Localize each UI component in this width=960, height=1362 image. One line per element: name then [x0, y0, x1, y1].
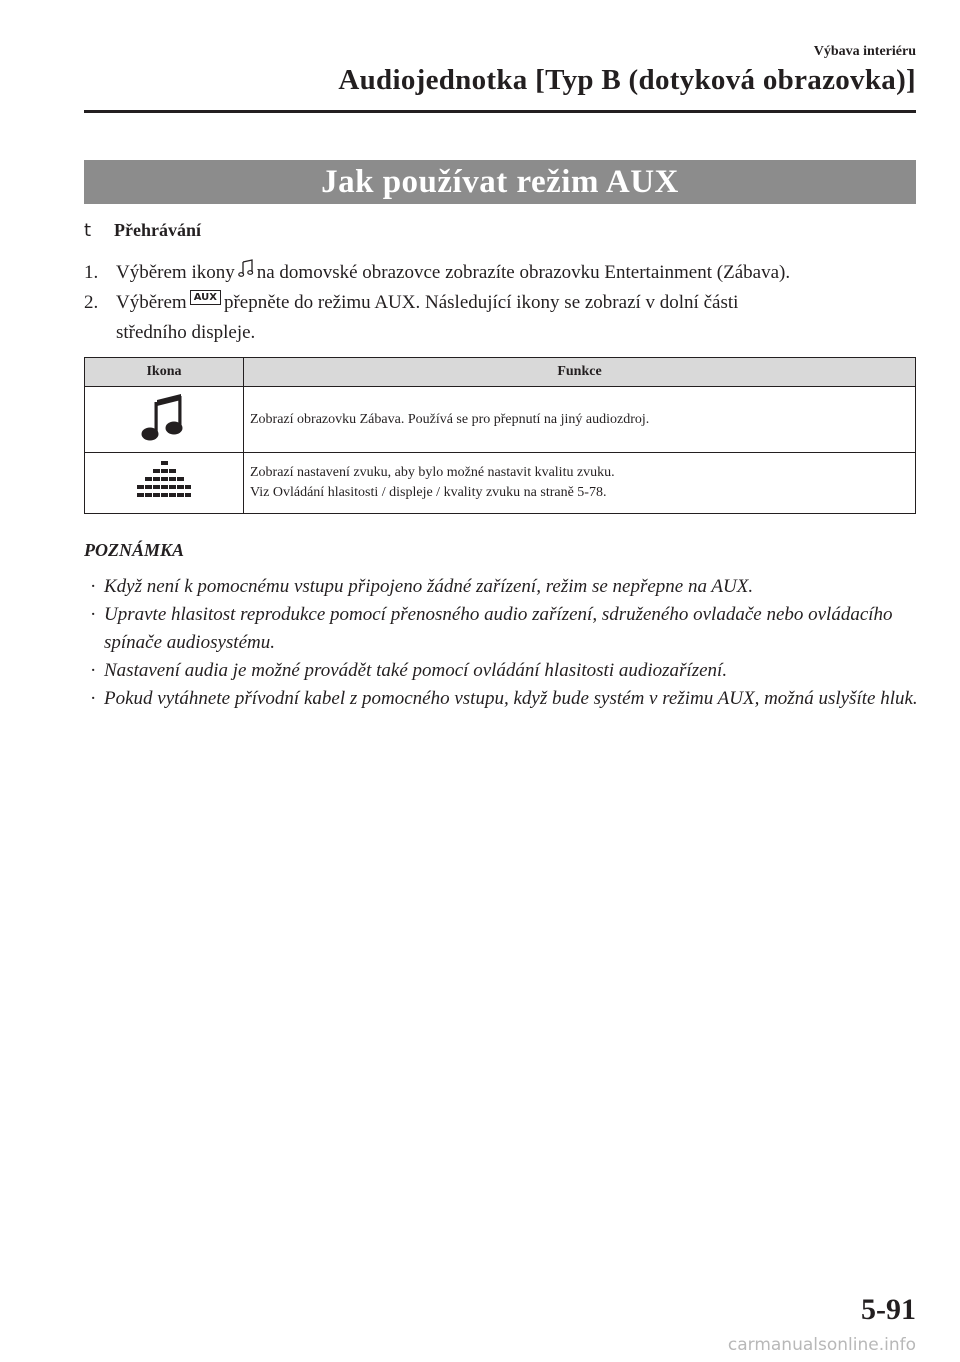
step-text-before: Výběrem: [116, 292, 187, 313]
note-list: [84, 573, 924, 713]
page-number: 5-91: [861, 1293, 916, 1326]
music-note-icon: [238, 259, 254, 289]
note-text: Nastavení audia je možné provádět také pomocí ovládání hlasitosti audiozařízení.: [104, 660, 728, 681]
step-number: 2.: [84, 292, 99, 313]
equalizer-icon: [136, 490, 192, 507]
note-item: [84, 657, 924, 685]
section-heading: [84, 220, 201, 241]
note-text: Pokud vytáhnete přívodní kabel z pomocného vstupu, když bude systém v režimu AUX, možná uslyšíte hluk.: [104, 688, 918, 709]
section-title: Přehrávání: [114, 220, 201, 240]
step-1: [84, 258, 924, 289]
table-cell-text: Zobrazí obrazovku Zábava. Používá se pro přepnutí na jiný audiozdroj.: [250, 411, 650, 427]
note-text: Když není k pomocnému vstupu připojeno žádné zařízení, režim se nepřepne na AUX.: [104, 576, 754, 597]
note-text: Upravte hlasitost reprodukce pomocí přenosného audio zařízení, sdruženého ovladače nebo ovládacího spínače audiosystému.: [104, 604, 893, 653]
section-bullet: t: [84, 220, 92, 241]
note-bullet: ·: [90, 576, 97, 597]
table-header-function: Funkce: [244, 358, 916, 387]
step-text-before: Výběrem ikony: [116, 262, 235, 283]
aux-key-icon: AUX: [190, 290, 221, 305]
section-banner: Jak používat režim AUX: [84, 160, 916, 204]
step-number: 1.: [84, 262, 99, 283]
table-header-icon: Ikona: [85, 358, 244, 387]
step-text-continuation: středního displeje.: [116, 322, 256, 343]
note-title: POZNÁMKA: [84, 540, 185, 560]
table-row: [85, 453, 916, 514]
note-item: [84, 685, 924, 713]
note-item: [84, 573, 924, 601]
note-bullet: ·: [90, 660, 97, 681]
step-2: [84, 288, 924, 348]
table-row: [85, 387, 916, 453]
table-header-row: [85, 358, 916, 387]
icon-function-table: [84, 357, 916, 514]
table-cell-text: Zobrazí nastavení zvuku, aby bylo možné nastavit kvalitu zvuku.: [250, 465, 615, 480]
note-bullet: ·: [90, 688, 97, 709]
header-subtitle: Výbava interiéru: [813, 44, 916, 59]
header-rule: [84, 110, 916, 113]
table-cell-text: Viz Ovládání hlasitosti / displeje / kvality zvuku na straně 5-78.: [250, 485, 607, 500]
step-text-after: na domovské obrazovce zobrazíte obrazovku Entertainment (Zábava).: [256, 262, 791, 283]
header-title: Audiojednotka [Typ B (dotyková obrazovka)]: [338, 64, 916, 96]
note-bullet: ·: [90, 604, 97, 625]
note-item: [84, 601, 924, 657]
watermark: carmanualsonline.info: [727, 1335, 916, 1355]
music-note-icon: [140, 430, 188, 447]
step-text-after: přepněte do režimu AUX. Následující ikony se zobrazí v dolní části: [223, 292, 739, 313]
